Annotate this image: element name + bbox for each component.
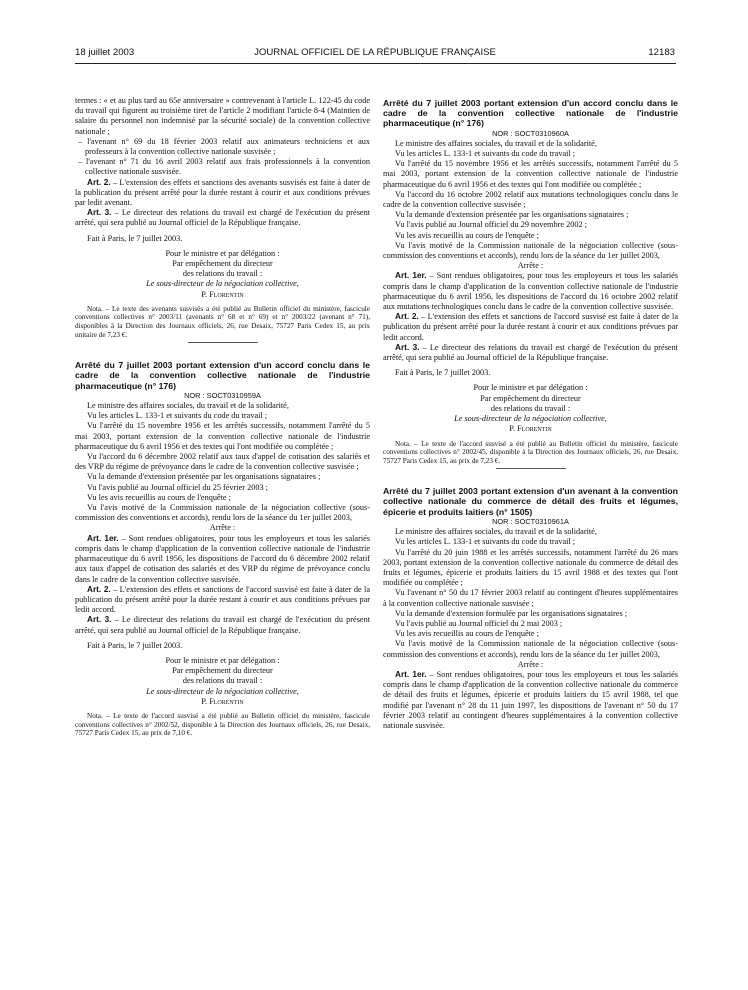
signature-block	[383, 383, 678, 434]
article-1	[383, 670, 678, 731]
arrete-title: Arrêté du 7 juillet 2003 portant extension d'un accord conclu dans le cadre de la convention collective nationale de l'industrie pharmaceutique (n° 176)	[75, 360, 370, 391]
header-date: 18 juillet 2003	[75, 47, 135, 58]
article-label: Art. 1er.	[395, 271, 427, 281]
right-column	[383, 98, 678, 731]
header-journal-title: JOURNAL OFFICIEL DE LA RÉPUBLIQUE FRANÇAISE	[254, 47, 496, 58]
arrete-title: Arrêté du 7 juillet 2003 portant extension d'un accord conclu dans le cadre de la convention collective nationale de l'industrie pharmaceutique (n° 176)	[383, 98, 678, 129]
text-paragraph: Vu la demande d'extension présentée par les organisations signataires ;	[87, 472, 321, 482]
article-label: Art. 2.	[395, 312, 419, 322]
text-paragraph: Vu les avis recueillis au cours de l'enquête ;	[395, 629, 539, 639]
text-paragraph: Vu les avis recueillis au cours de l'enquête ;	[395, 230, 539, 240]
article-text: – Sont rendues obligatoires, pour tous les employeurs et tous les salariés compris dans le champ d'application de la convention collective nationale du commerce de détail des fruits et légumes, épicerie et produits laitiers du 15 avril 1988, tel que modifié par l'avenant n° 28 du 11 juin 1997, les dispositions de l'avenant n° 50 du 17 février 2003 relatif au contingent d'heures supplémentaires à la convention collective nationale susvisée.	[383, 669, 678, 730]
signature-line: Le sous-directeur de la négociation collective,	[146, 686, 299, 696]
signature-block	[75, 656, 370, 707]
text-paragraph: termes : « et au plus tard au 65e anniversaire » contrevenant à l'article L. 122-45 du code du travail qui figurent au troisième tiret de l'article 2 modifiant l'article 8-4 (Maintien de salaire du personnel non indemnisé par la sécurité sociale) de la convention collective nationale ;	[75, 96, 370, 136]
article-text: – L'extension des effets et sanctions des avenants susvisés est faite à dater de la publication du présent arrêté pour la durée restant à courir et aux conditions prévues par ledit avenant.	[75, 177, 370, 208]
article-text: – Le directeur des relations du travail est chargé de l'exécution du présent arrêté, qui sera publié au Journal officiel de la République française.	[383, 342, 678, 363]
text-paragraph: Vu l'avis motivé de la Commission nationale de la négociation collective (sous-commission des conventions et accords), rendu lors de la séance du 1er juillet 2003,	[75, 503, 370, 523]
article-text: – L'extension des effets et sanctions de l'accord susvisé est faite à dater de la publication du présent arrêté pour la durée restant à courir et aux conditions prévues par ledit accord.	[75, 584, 370, 615]
article-2	[75, 585, 370, 616]
text-paragraph: Vu la demande d'extension présentée par les organisations signataires ;	[395, 210, 629, 220]
arrete-title: Arrêté du 7 juillet 2003 portant extension d'un avenant à la convention collective nationale du commerce de détail des fruits et légumes, épicerie et produits laitiers (n° 1505)	[383, 486, 678, 517]
article-label: Art. 3.	[395, 342, 420, 352]
article-3	[75, 615, 370, 635]
article-1	[383, 271, 678, 312]
article-text: – Sont rendues obligatoires, pour tous les employeurs et tous les salariés compris dans le champ d'application de la convention collective nationale de l'industrie pharmaceutique du 6 avril 1956, les dispositions de l'accord du 16 octobre 2002 relatif aux mutations technologiques conclu dans le cadre de la convention collective susvisée.	[383, 271, 678, 312]
text-paragraph: Vu l'avis motivé de la Commission nationale de la négociation collective (sous-commission des conventions et accords), rendu lors de la séance du 1er juillet 2003,	[383, 240, 678, 261]
nor-reference: NOR : SOCT0310961A	[492, 516, 569, 526]
signature-line: Le sous-directeur de la négociation collective,	[146, 279, 299, 289]
arrete-heading: Arrête :	[517, 659, 544, 669]
text-paragraph: Le ministre des affaires sociales, du travail et de la solidarité,	[87, 401, 289, 411]
header-page-number: 12183	[648, 47, 675, 58]
signatory-name: P. Florentin	[201, 696, 244, 706]
signature-line: Pour le ministre et par délégation :	[165, 248, 280, 258]
fait-a-paris: Fait à Paris, le 7 juillet 2003.	[87, 233, 183, 243]
article-label: Art. 3.	[87, 208, 112, 218]
text-paragraph: Vu l'avis publié au Journal officiel du 29 novembre 2002 ;	[395, 220, 587, 230]
text-paragraph: Vu l'arrêté du 15 novembre 1956 et les arrêtés successifs, notamment l'arrêté du 5 mai 2003, portant extension de la convention collective nationale de l'industrie pharmaceutique du 6 avril 1956 et des textes qui l'ont modifiée ou complétée ;	[383, 159, 678, 189]
text-paragraph: Vu l'avis publié au Journal officiel du 25 février 2003 ;	[87, 482, 268, 492]
text-paragraph: Vu les articles L. 133-1 et suivants du code du travail ;	[87, 411, 268, 421]
text-paragraph: Vu l'arrêté du 20 juin 1988 et les arrêtés successifs, notamment l'arrêté du 26 mars 2003, portant extension de la convention collective nationale du commerce de détail des fruits et légumes, épicerie et produits laitiers du 15 avril 1988 et des textes qui l'ont modifiée ou complétée ;	[383, 547, 678, 588]
signature-line: des relations du travail :	[490, 403, 571, 413]
signature-line: Par empêchement du directeur	[172, 666, 273, 676]
article-label: Art. 2.	[87, 177, 111, 187]
article-text: – L'extension des effets et sanctions de l'accord susvisé est faite à dater de la publication du présent arrêté pour la durée restant à courir et aux conditions prévues par ledit accord.	[383, 312, 678, 342]
article-3	[75, 208, 370, 228]
signatory-name: P. Florentin	[509, 424, 552, 434]
text-paragraph: Vu les articles L. 133-1 et suivants du code du travail ;	[395, 149, 576, 159]
text-paragraph: Vu l'avis publié au Journal officiel du 2 mai 2003 ;	[395, 618, 563, 628]
arrete-heading: Arrête :	[209, 523, 236, 533]
article-2	[75, 178, 370, 209]
section-separator	[188, 342, 258, 343]
arrete-heading: Arrête :	[517, 261, 544, 271]
nota-note: Nota. – Le texte de l'accord susvisé a été publié au Bulletin officiel du ministère, fascicule conventions collectives n° 2002/45, disponible à la Direction des Journaux officiels, 26, rue Desaix, 75727 Paris Cedex 15, au prix de 7,23 €.	[383, 439, 678, 465]
text-paragraph: Vu l'arrêté du 15 novembre 1956 et les arrêtés successifs, notamment l'arrêté du 5 mai 2003, portant extension de la convention collective nationale de l'industrie pharmaceutique du 6 avril 1956 et des textes qui l'ont modifiée ou complétée ;	[75, 421, 370, 451]
nota-note: Nota. – Le texte des avenants susvisés a été publié au Bulletin officiel du ministère, fascicule conventions collectives n° 2003/11 (avenants n° 68 et n° 69) et n° 2003/22 (avenant n° 71), disponibles à la Direction des Journaux officiels, 26, rue Desaix, 75727 Paris Cedex 15, au prix unitaire de 7,23 €.	[75, 304, 370, 339]
text-paragraph: Vu l'accord du 6 décembre 2002 relatif aux taux d'appel de cotisation des salariés et des VRP du régime de prévoyance dans le cadre de la convention collective susvisée ;	[75, 452, 370, 472]
signature-line: des relations du travail :	[182, 269, 263, 279]
text-paragraph: Vu les avis recueillis au cours de l'enquête ;	[87, 492, 231, 502]
text-paragraph: Le ministre des affaires sociales, du travail et de la solidarité,	[395, 138, 597, 148]
text-paragraph: Vu la demande d'extension formulée par les organisations signataires ;	[395, 608, 628, 618]
article-3	[383, 343, 678, 363]
article-2	[383, 312, 678, 343]
article-text: – Le directeur des relations du travail est chargé de l'exécution du présent arrêté, qui sera publié au Journal officiel de la République française.	[75, 208, 370, 228]
left-column	[75, 96, 370, 738]
fait-a-paris: Fait à Paris, le 7 juillet 2003.	[87, 640, 183, 650]
text-paragraph: Vu l'avenant n° 50 du 17 février 2003 relatif au contingent d'heures supplémentaires à la convention collective nationale susvisée ;	[383, 588, 678, 608]
nota-note: Nota. – Le texte de l'accord susvisé a été publié au Bulletin officiel du ministère, fascicule conventions collectives n° 2002/52, disponible à la Direction des Journaux officiels, 26, rue Desaix, 75727 Paris Cedex 15, au prix de 7,10 €.	[75, 711, 370, 738]
article-label: Art. 2.	[87, 584, 111, 594]
fait-a-paris: Fait à Paris, le 7 juillet 2003.	[395, 368, 491, 378]
list-item: – l'avenant n° 69 du 18 février 2003 relatif aux animateurs techniciens et aux professeurs à la convention collective nationale susvisée ;	[78, 136, 370, 157]
signature-line: Par empêchement du directeur	[480, 393, 581, 403]
text-paragraph: Vu l'accord du 16 octobre 2002 relatif aux mutations technologiques conclu dans le cadre de la convention collective susvisée ;	[383, 189, 678, 210]
list-item: – l'avenant n° 71 du 16 avril 2003 relatif aux frais professionnels à la convention collective nationale susvisée.	[78, 157, 370, 177]
article-label: Art. 1er.	[395, 669, 427, 679]
article-1	[75, 534, 370, 585]
text-paragraph: Vu les articles L. 133-1 et suivants du code du travail ;	[395, 537, 576, 547]
signature-line: Le sous-directeur de la négociation collective,	[454, 414, 607, 424]
article-text: – Sont rendues obligatoires, pour tous les employeurs et tous les salariés compris dans le champ d'application de la convention collective nationale de l'industrie pharmaceutique du 6 avril 1956, les dispositions de l'accord du 6 décembre 2002 relatif aux taux d'appel de cotisation des salariés et des VRP du régime de prévoyance conclu dans le cadre de la convention collective susvisée.	[75, 533, 370, 584]
article-text: – Le directeur des relations du travail est chargé de l'exécution du présent arrêté, qui sera publié au Journal officiel de la République française.	[75, 615, 370, 635]
article-label: Art. 1er.	[87, 533, 119, 543]
header-rule	[75, 63, 676, 64]
signature-line: Pour le ministre et par délégation :	[165, 655, 280, 665]
section-separator	[496, 468, 566, 469]
nor-reference: NOR : SOCT0310960A	[492, 128, 569, 138]
text-paragraph: Vu l'avis motivé de la Commission nationale de la négociation collective (sous-commission des conventions et accords), rendu lors de la séance du 1er juillet 2003,	[383, 639, 678, 659]
article-label: Art. 3.	[87, 615, 112, 625]
page-header	[75, 47, 675, 63]
signatory-name: P. Florentin	[201, 289, 244, 299]
nor-reference: NOR : SOCT0310959A	[184, 390, 261, 400]
text-paragraph: Le ministre des affaires sociales, du travail et de la solidarité,	[395, 527, 597, 537]
signature-line: Par empêchement du directeur	[172, 259, 273, 269]
signature-block	[75, 249, 370, 300]
signature-line: Pour le ministre et par délégation :	[473, 383, 588, 393]
signature-line: des relations du travail :	[182, 676, 263, 686]
